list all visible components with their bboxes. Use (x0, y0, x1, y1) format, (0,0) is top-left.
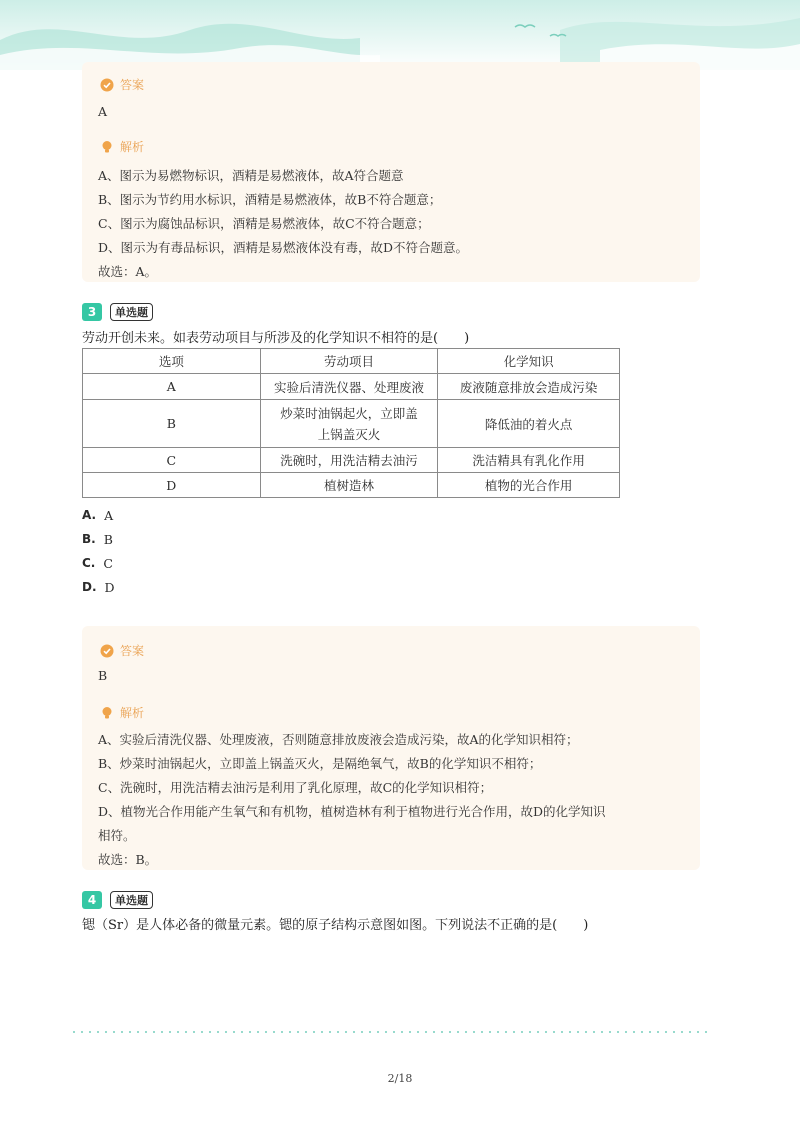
table-cell: D (83, 473, 261, 498)
option-d[interactable] (82, 580, 115, 595)
header-banner (0, 0, 800, 70)
analysis-line: A、图示为易燃物标识，酒精是易燃液体，故A符合题意 (98, 168, 404, 183)
question-number: 4 (82, 891, 102, 909)
table-row (83, 473, 620, 498)
option-text: D (104, 580, 115, 595)
option-text: C (103, 556, 113, 571)
table-row (83, 448, 620, 473)
page-number: 2/18 (387, 1072, 413, 1085)
table-cell: 植物的光合作用 (438, 473, 620, 498)
table-header-cell: 化学知识 (438, 349, 620, 374)
table-cell: C (83, 448, 261, 473)
analysis-line: B、炒菜时油锅起火，立即盖上锅盖灭火，是隔绝氧气，故B的化学知识不相符； (98, 756, 542, 771)
table-cell: 炒菜时油锅起火，立即盖上锅盖灭火 (260, 400, 438, 448)
answer-label: 答案 (120, 78, 145, 92)
question-type-badge: 单选题 (110, 303, 153, 321)
option-a[interactable] (82, 508, 113, 523)
analysis-line: D、植物光合作用能产生氧气和有机物，植树造林有利于植物进行光合作用，故D的化学知识 (98, 804, 606, 819)
option-b[interactable] (82, 532, 113, 547)
analysis-header (100, 138, 144, 155)
analysis-header (100, 704, 144, 721)
table-header-cell: 选项 (83, 349, 261, 374)
answer-card-q3 (82, 626, 700, 870)
answer-value: B (98, 668, 108, 683)
question-header-3 (82, 303, 153, 321)
option-c[interactable] (82, 556, 113, 571)
analysis-line: C、洗碗时，用洗洁精去油污是利用了乳化原理，故C的化学知识相符； (98, 780, 493, 795)
answer-label: 答案 (120, 644, 145, 658)
table-row (83, 400, 620, 448)
option-key: A. (82, 508, 97, 522)
analysis-line: D、图示为有毒品标识，酒精是易燃液体没有毒，故D不符合题意。 (98, 240, 469, 255)
table-header-cell: 劳动项目 (260, 349, 438, 374)
table-cell: A (83, 374, 261, 400)
analysis-line: 故选：A。 (98, 264, 158, 279)
question-stem: 劳动开创未来。如表劳动项目与所涉及的化学知识不相符的是( ) (82, 331, 470, 346)
option-key: D. (82, 580, 97, 594)
lightbulb-icon (100, 706, 114, 720)
table-cell: 洗洁精具有乳化作用 (438, 448, 620, 473)
analysis-label: 解析 (120, 706, 145, 720)
answer-value: A (98, 104, 108, 119)
analysis-line: C、图示为腐蚀品标识，酒精是易燃液体，故C不符合题意； (98, 216, 430, 231)
question-header-4 (82, 891, 153, 909)
question-number: 3 (82, 303, 102, 321)
option-text: B (103, 532, 113, 547)
option-key: C. (82, 556, 96, 570)
option-key: B. (82, 532, 96, 546)
table-cell: 实验后清洗仪器、处理废液 (260, 374, 438, 400)
table-header-row (83, 349, 620, 374)
table-cell: 植树造林 (260, 473, 438, 498)
table-row (83, 374, 620, 400)
option-text: A (104, 508, 114, 523)
analysis-label: 解析 (120, 140, 145, 154)
analysis-line: 故选：B。 (98, 852, 158, 867)
analysis-line: 相符。 (98, 828, 136, 843)
answer-card-q2 (82, 62, 700, 282)
check-badge-icon (100, 78, 114, 92)
analysis-line: A、实验后清洗仪器、处理废液，否则随意排放废液会造成污染，故A的化学知识相符； (98, 732, 579, 747)
check-badge-icon (100, 644, 114, 658)
lightbulb-icon (100, 140, 114, 154)
footer-divider (70, 1031, 710, 1033)
table-cell: 洗碗时，用洗洁精去油污 (260, 448, 438, 473)
table-cell: 废液随意排放会造成污染 (438, 374, 620, 400)
answer-header (100, 76, 144, 93)
answer-header (100, 642, 144, 659)
question-stem: 锶（Sr）是人体必备的微量元素。锶的原子结构示意图如图。下列说法不正确的是( ) (82, 918, 589, 933)
question-type-badge: 单选题 (110, 891, 153, 909)
analysis-line: B、图示为节约用水标识，酒精是易燃液体，故B不符合题意； (98, 192, 442, 207)
question-table (82, 348, 620, 498)
table-cell: B (83, 400, 261, 448)
table-cell: 降低油的着火点 (438, 400, 620, 448)
